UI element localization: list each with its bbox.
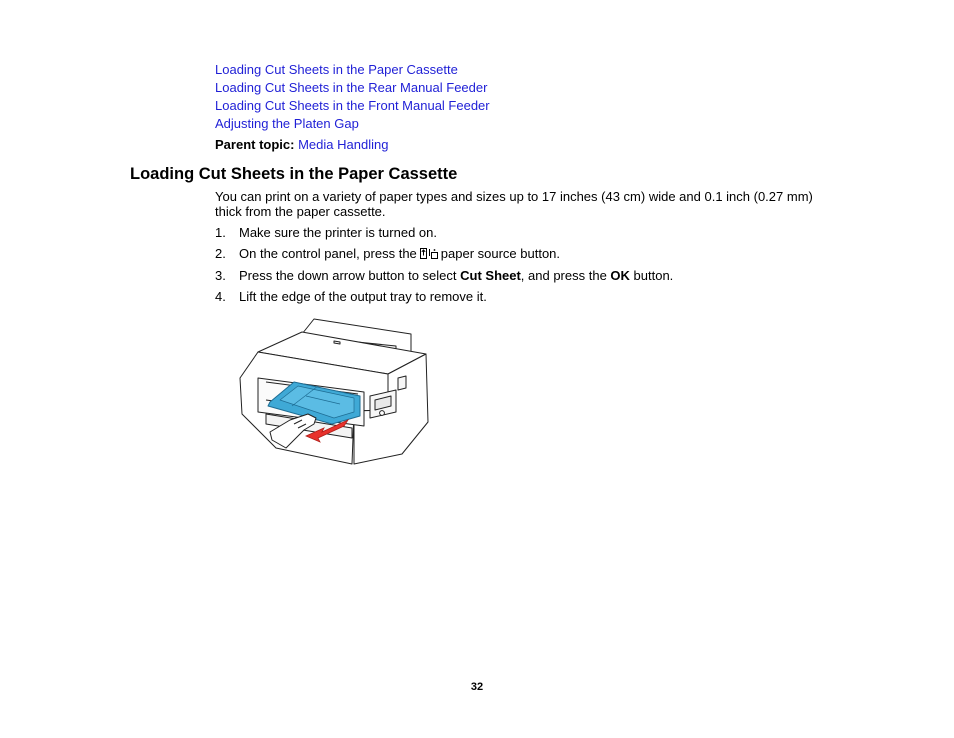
section-heading: Loading Cut Sheets in the Paper Cassette [130,165,458,183]
printer-illustration [236,316,432,468]
step-number: 4. [215,289,226,304]
step-text-post: paper source button. [440,246,561,261]
link-adjusting-platen-gap[interactable]: Adjusting the Platen Gap [215,116,359,131]
parent-topic-link[interactable]: Media Handling [298,137,389,152]
parent-topic [215,137,388,152]
link-loading-front-manual-feeder[interactable]: Loading Cut Sheets in the Front Manual Feeder [215,98,490,113]
step-text [239,268,673,283]
page-number: 32 [470,681,484,693]
parent-topic-label: Parent topic: [215,137,295,152]
step-text-pre: Press the down arrow button to select [239,268,461,283]
step-text-post: button. [629,268,674,283]
paper-source-icon [419,247,439,263]
link-loading-paper-cassette[interactable]: Loading Cut Sheets in the Paper Cassette [215,62,458,77]
step-number: 1. [215,225,226,240]
intro-paragraph: You can print on a variety of paper types and sizes up to 17 inches (43 cm) wide and 0.1 inch (0.27 mm) thick from the paper cassette. [215,189,813,219]
link-loading-rear-manual-feeder[interactable]: Loading Cut Sheets in the Rear Manual Feeder [215,80,488,95]
cut-sheet-term: Cut Sheet [460,268,521,283]
step-text [239,246,560,263]
step-text-mid: , and press the [520,268,611,283]
step-text: Lift the edge of the output tray to remove it. [239,289,487,304]
step-text-pre: On the control panel, press the [239,246,417,261]
ok-term: OK [610,268,630,283]
step-text: Make sure the printer is turned on. [239,225,437,240]
printer-drawing [236,316,432,468]
step-number: 2. [215,246,226,261]
step-number: 3. [215,268,226,283]
